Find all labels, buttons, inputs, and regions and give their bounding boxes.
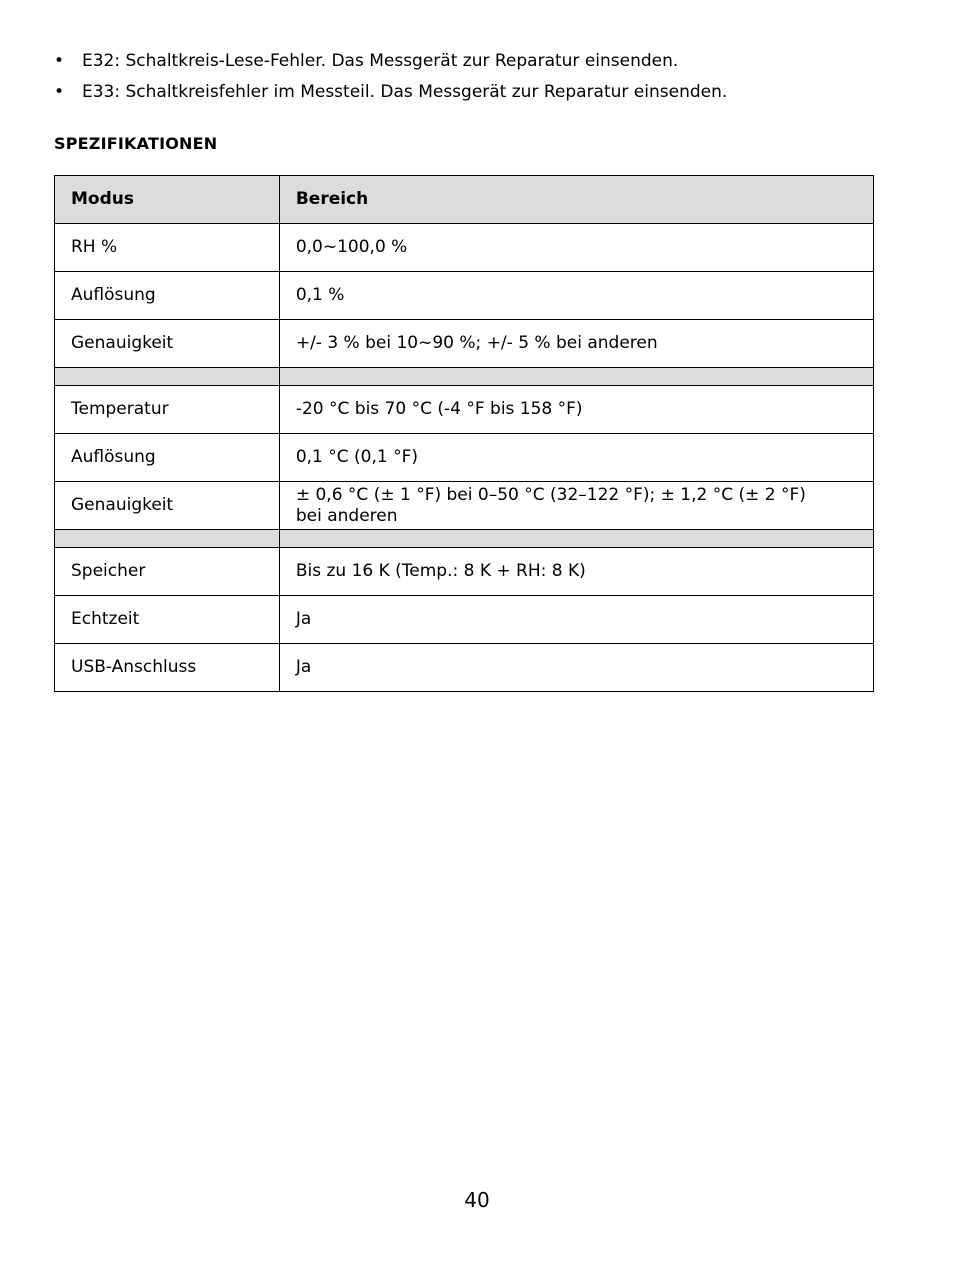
table-separator-row (55, 368, 874, 386)
separator-cell (55, 530, 280, 548)
table-row (55, 224, 874, 272)
table-cell-mode: USB-Anschluss (55, 644, 280, 692)
separator-cell (55, 368, 280, 386)
table-row (55, 482, 874, 530)
column-header-range: Bereich (279, 176, 873, 224)
table-cell-mode: Genauigkeit (55, 320, 280, 368)
table-row (55, 548, 874, 596)
list-item (54, 49, 727, 80)
table-cell-range: Ja (279, 596, 873, 644)
table-cell-range: 0,1 °C (0,1 °F) (279, 434, 873, 482)
table-cell-range (279, 482, 873, 530)
table-cell-range: 0,1 % (279, 272, 873, 320)
separator-cell (279, 530, 873, 548)
table-cell-range: -20 °C bis 70 °C (-4 °F bis 158 °F) (279, 386, 873, 434)
table-cell-mode: Auflösung (55, 272, 280, 320)
list-item-text: E32: Schaltkreis-Lese-Fehler. Das Messgerät zur Reparatur einsenden. (82, 51, 679, 71)
bullet-icon: • (54, 51, 65, 71)
table-row (55, 434, 874, 482)
table-row (55, 386, 874, 434)
table-row (55, 596, 874, 644)
list-item (54, 80, 727, 111)
table-cell-range: +/- 3 % bei 10~90 %; +/- 5 % bei anderen (279, 320, 873, 368)
table-row (55, 644, 874, 692)
section-title: SPEZIFIKATIONEN (54, 134, 218, 153)
list-item-text: E33: Schaltkreisfehler im Messteil. Das Messgerät zur Reparatur einsenden. (82, 82, 728, 102)
table-row (55, 320, 874, 368)
table-header-row (55, 176, 874, 224)
separator-cell (279, 368, 873, 386)
table-cell-mode: RH % (55, 224, 280, 272)
table-row (55, 272, 874, 320)
table-cell-mode: Temperatur (55, 386, 280, 434)
page-number: 40 (464, 1188, 490, 1212)
bullet-icon: • (54, 82, 65, 102)
table-cell-range: Ja (279, 644, 873, 692)
table-cell-mode: Auflösung (55, 434, 280, 482)
column-header-mode: Modus (55, 176, 280, 224)
table-cell-range: 0,0~100,0 % (279, 224, 873, 272)
table-cell-mode: Echtzeit (55, 596, 280, 644)
table-cell-line: ± 0,6 °C (± 1 °F) bei 0–50 °C (32–122 °F); ± 1,2 °C (± 2 °F) (295, 484, 806, 505)
table-cell-mode: Genauigkeit (55, 482, 280, 530)
table-cell-line: bei anderen (295, 505, 398, 526)
table-cell-range: Bis zu 16 K (Temp.: 8 K + RH: 8 K) (279, 548, 873, 596)
table-cell-mode: Speicher (55, 548, 280, 596)
table-separator-row (55, 530, 874, 548)
specifications-table (54, 175, 874, 692)
error-code-list (54, 49, 727, 111)
